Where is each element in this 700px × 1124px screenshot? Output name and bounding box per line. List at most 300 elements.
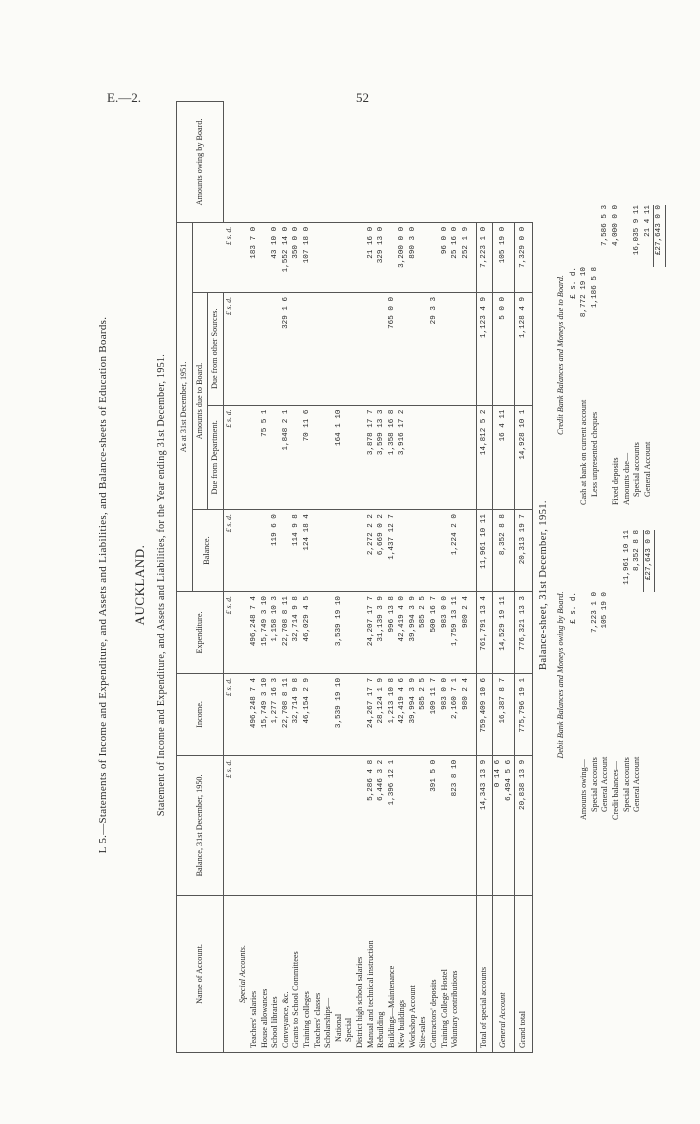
amount-cell: 983 0 0	[440, 592, 451, 674]
header-amounts-due: Amounts due to Board.	[192, 292, 208, 509]
header-balance-1950: Balance, 31st December, 1950.	[177, 755, 224, 895]
amount-cell	[397, 292, 408, 405]
credit-amount-total: 7,586 5 3	[601, 205, 610, 247]
amount-cell: 761,791 13 4	[477, 592, 493, 674]
amount-cell	[281, 510, 292, 592]
amount-cell	[344, 222, 355, 292]
amount-cell	[313, 510, 324, 592]
units-row	[223, 102, 234, 1053]
amount-cell: 765 0 0	[387, 292, 398, 405]
account-name: Manual and technical instruction	[366, 896, 377, 1053]
credit-amount	[632, 267, 643, 329]
amount-cell	[260, 510, 271, 592]
amount-cell	[418, 755, 429, 895]
amount-cell: 1,128 4 9	[515, 292, 533, 405]
amount-cell: 980 2 4	[461, 592, 472, 674]
credit-amount	[600, 267, 611, 329]
credit-amount	[643, 267, 654, 329]
debit-row	[600, 530, 611, 820]
account-name: Teachers' salaries	[249, 896, 260, 1053]
credit-label: Fixed deposits	[610, 457, 620, 505]
amount-cell	[418, 292, 429, 405]
amount-cell	[313, 292, 324, 405]
amount-cell	[366, 292, 377, 405]
credit-row	[590, 205, 601, 505]
amount-cell	[344, 755, 355, 895]
amount-cell	[302, 292, 313, 405]
account-name: Special	[344, 896, 355, 1053]
amount-cell	[418, 405, 429, 510]
debit-amount: 105 19 0	[601, 592, 610, 629]
amount-cell	[355, 592, 366, 674]
amount-cell: 3,200 0 0	[397, 222, 408, 292]
account-name: Total of special accounts	[477, 896, 493, 1053]
amount-cell: 3,539 19 10	[334, 673, 345, 755]
credit-total: £27,643 0 0	[653, 205, 666, 267]
rotated-page-content	[90, 95, 664, 1075]
amount-cell	[461, 292, 472, 405]
amount-cell: 46,154 2 9	[302, 673, 313, 755]
amount-cell	[450, 292, 461, 405]
debit-units: £ s. d.	[569, 592, 578, 624]
amount-cell: 14,529 19 11	[493, 592, 515, 674]
amount-cell: 496,248 7 4	[249, 592, 260, 674]
amount-cell	[270, 755, 281, 895]
amount-cell: 3,599 13 3	[376, 405, 387, 510]
amount-cell: 6,669 0 2	[376, 510, 387, 592]
debit-amount	[611, 592, 622, 654]
amount-cell: 32,714 9 8	[291, 673, 302, 755]
table-row	[429, 102, 440, 1053]
amount-cell: 1,848 2 1	[281, 405, 292, 510]
amount-cell: 15,749 3 10	[260, 673, 271, 755]
amount-cell	[344, 405, 355, 510]
credit-amount-total: 4,000 0 0	[611, 205, 620, 247]
account-name: New buildings	[397, 896, 408, 1053]
credit-amount-total: 16,035 9 11	[633, 205, 642, 256]
amount-cell: 20,313 19 7	[515, 510, 533, 592]
table-row-general	[493, 102, 515, 1053]
amount-cell: 1,552 14 0	[281, 222, 292, 292]
debit-row	[579, 530, 590, 820]
amount-cell	[323, 292, 334, 405]
table-row	[291, 102, 302, 1053]
table-row	[408, 102, 419, 1053]
amount-cell	[291, 755, 302, 895]
table-row	[249, 102, 260, 1053]
amount-cell	[461, 405, 472, 510]
amount-cell	[323, 222, 334, 292]
amount-cell: 1,213 10 8	[387, 673, 398, 755]
credit-row	[643, 205, 654, 505]
credit-row	[600, 205, 611, 505]
debit-heading: Debit Bank Balances and Moneys owing by Board.	[556, 591, 565, 759]
table-row	[334, 102, 345, 1053]
amount-cell	[323, 510, 334, 592]
amount-cell: 776,321 13 3	[515, 592, 533, 674]
amount-cell	[387, 222, 398, 292]
amount-cell	[355, 405, 366, 510]
unit-cell: £ s. d.	[223, 673, 234, 755]
table-row	[376, 102, 387, 1053]
amount-cell	[260, 755, 271, 895]
account-name	[461, 896, 472, 1053]
amount-cell	[355, 755, 366, 895]
table-row	[366, 102, 377, 1053]
amount-cell	[397, 755, 408, 895]
amount-cell	[429, 405, 440, 510]
amount-cell: 391 5 0	[429, 755, 440, 895]
table-row	[270, 102, 281, 1053]
amount-cell	[313, 673, 324, 755]
header-due-department: Due from Department.	[208, 405, 224, 510]
amount-cell	[461, 755, 472, 895]
amount-line: 0 14 6	[494, 759, 503, 788]
credit-row	[579, 205, 590, 505]
amount-cell	[440, 510, 451, 592]
document-reference: E.—2.	[107, 90, 141, 105]
header-as-at-date: As at 31st December, 1951.	[177, 222, 193, 591]
amount-cell: 39,994 3 9	[408, 592, 419, 674]
account-name: Scholarships—	[323, 896, 334, 1053]
amount-cell: 1,277 16 3	[270, 673, 281, 755]
amount-line: 6,494 5 6	[504, 759, 513, 801]
amount-cell: 14,812 5 2	[477, 405, 493, 510]
amount-cell: 2,160 7 1	[450, 673, 461, 755]
board-title: AUCKLAND.	[132, 544, 147, 626]
amount-cell: 585 2 5	[418, 592, 429, 674]
debit-label: Special accounts	[621, 757, 631, 812]
amount-cell	[355, 222, 366, 292]
credit-row	[622, 205, 633, 505]
debit-row	[622, 530, 633, 820]
amount-cell: 1,224 2 0	[450, 510, 461, 592]
series-title: L 5.—Statements of Income and Expenditure, and Assets and Liabilities, and Balance-sheets of Education Boards.	[97, 316, 109, 854]
credit-label: Cash at bank on current account	[579, 399, 589, 505]
amount-cell: 24,207 17 7	[366, 592, 377, 674]
amount-cell	[408, 292, 419, 405]
debit-label: Amounts owing—	[579, 759, 589, 820]
amount-cell: 42,419 4 6	[397, 673, 408, 755]
amount-cell: 3,878 17 7	[366, 405, 377, 510]
amount-cell: 1,358 16 8	[387, 405, 398, 510]
amount-cell	[281, 755, 292, 895]
amount-cell: 1,396 12 1	[387, 755, 398, 895]
table-row	[355, 102, 366, 1053]
table-row	[477, 102, 493, 1053]
account-name: Grants to School Committees	[291, 896, 302, 1053]
credit-amount	[611, 267, 622, 329]
amount-cell	[429, 222, 440, 292]
unit-cell: £ s. d.	[223, 592, 234, 674]
amount-cell: 329 1 6	[281, 292, 292, 405]
amount-cell: 46,029 4 5	[302, 592, 313, 674]
amount-cell	[344, 510, 355, 592]
balance-sheet-title: Balance-sheet, 31st December, 1951.	[538, 500, 549, 670]
amount-cell	[450, 405, 461, 510]
credit-label	[600, 329, 611, 505]
amount-cell	[313, 755, 324, 895]
unit-cell: £ s. d.	[223, 222, 234, 292]
amount-cell: 500 16 7	[429, 592, 440, 674]
debit-label: General Account	[600, 756, 610, 812]
table-row	[302, 102, 313, 1053]
amount-cell: 39,994 3 9	[408, 673, 419, 755]
amount-cell: 124 18 4	[302, 510, 313, 592]
amount-cell: 25 16 0	[450, 222, 461, 292]
table-row	[344, 102, 355, 1053]
amount-cell	[302, 755, 313, 895]
amount-cell	[344, 292, 355, 405]
debit-label: Special accounts	[589, 757, 599, 812]
amount-cell	[355, 673, 366, 755]
header-income: Income.	[177, 673, 224, 755]
amount-cell	[260, 222, 271, 292]
amount-cell: 823 8 10	[450, 755, 461, 895]
table-row	[387, 102, 398, 1053]
credit-amount: 1,186 5 8	[590, 267, 599, 309]
credit-amount-total	[622, 205, 633, 267]
debit-amount-total	[590, 530, 601, 592]
amount-cell	[344, 673, 355, 755]
amount-cell	[440, 755, 451, 895]
amount-cell: 1,759 13 11	[450, 592, 461, 674]
credit-amount-total	[590, 205, 601, 267]
debit-total: £27,643 0 0	[643, 530, 656, 592]
credit-amount-total: 21 4 11	[643, 205, 652, 237]
amount-cell: 16,387 8 7	[493, 673, 515, 755]
account-name: Rebuilding	[376, 896, 387, 1053]
amount-cell: 3,916 17 2	[397, 405, 408, 510]
amount-cell: 105 19 0	[493, 222, 515, 292]
amount-cell: 1,123 4 9	[477, 292, 493, 405]
credit-label: Less unpresented cheques	[589, 411, 599, 497]
amount-cell	[493, 755, 515, 895]
debit-amount-total: 11,961 10 11	[622, 530, 631, 585]
amount-cell: 14,343 13 9	[477, 755, 493, 895]
credit-heading: Credit Bank Balances and Moneys due to Board.	[556, 275, 565, 435]
credit-row	[611, 205, 622, 505]
income-expenditure-table	[176, 101, 533, 1053]
debit-row	[611, 530, 622, 820]
amount-cell	[323, 673, 334, 755]
amount-cell	[408, 405, 419, 510]
account-name: Teachers' classes	[313, 896, 324, 1053]
amount-cell	[270, 405, 281, 510]
amount-cell: 29 3 3	[429, 292, 440, 405]
section-label: Special Accounts.	[234, 896, 249, 1053]
amount-cell	[249, 755, 260, 895]
debit-row	[590, 530, 601, 820]
debit-label: Credit balances—	[610, 761, 620, 820]
credit-label: Amounts due—	[621, 452, 631, 505]
account-name: Conveyance, &c.	[281, 896, 292, 1053]
amount-cell	[440, 405, 451, 510]
amount-cell: 775,796 19 1	[515, 673, 533, 755]
amount-cell: 114 9 8	[291, 510, 302, 592]
page-number: 52	[356, 90, 369, 105]
statement-title: Statement of Income and Expenditure, and Assets and Liabilities, for the Year ending 31st December, 1951.	[156, 353, 167, 817]
unit-cell: £ s. d.	[223, 510, 234, 592]
account-name: Contractors' deposits	[429, 896, 440, 1053]
amount-cell: 996 13 8	[387, 592, 398, 674]
amount-cell: 350 0 0	[291, 222, 302, 292]
table-row	[440, 102, 451, 1053]
table-row	[515, 102, 533, 1053]
debit-amount	[632, 592, 643, 654]
amount-cell: 183 7 0	[249, 222, 260, 292]
amount-cell	[418, 222, 429, 292]
amount-cell: 75 5 1	[260, 405, 271, 510]
amount-cell: 70 11 6	[302, 405, 313, 510]
amount-cell: 164 1 10	[334, 405, 345, 510]
unit-cell: £ s. d.	[223, 755, 234, 895]
header-balance: Balance.	[192, 510, 223, 592]
account-name: Grand total	[515, 896, 533, 1053]
amount-cell	[313, 592, 324, 674]
debit-amount-total: 8,352 8 8	[633, 530, 642, 572]
amount-cell	[323, 405, 334, 510]
amount-cell	[249, 292, 260, 405]
amount-cell: 8,352 8 8	[493, 510, 515, 592]
amount-cell: 119 6 0	[270, 510, 281, 592]
account-name: National	[334, 896, 345, 1053]
amount-cell	[291, 405, 302, 510]
amount-cell	[440, 292, 451, 405]
amount-cell	[355, 510, 366, 592]
debit-amount-total	[579, 530, 590, 592]
amount-cell	[323, 755, 334, 895]
amount-cell: 3,539 19 10	[334, 592, 345, 674]
unit-cell: £ s. d.	[223, 405, 234, 510]
amount-cell: 20,838 13 9	[515, 755, 533, 895]
account-name: School libraries	[270, 896, 281, 1053]
amount-cell	[313, 222, 324, 292]
amount-cell: 890 3 0	[408, 222, 419, 292]
debit-column	[556, 530, 655, 820]
amount-cell: 7,329 0 0	[515, 222, 533, 292]
debit-amount-total	[611, 530, 622, 592]
amount-cell	[334, 510, 345, 592]
amount-cell: 22,708 8 11	[281, 592, 292, 674]
credit-amount-total	[579, 205, 590, 267]
amount-cell: 980 2 4	[461, 673, 472, 755]
amount-cell: 6,446 3 2	[376, 755, 387, 895]
amount-cell: 1,158 10 3	[270, 592, 281, 674]
account-name: General Account	[493, 896, 515, 1053]
amount-cell	[249, 405, 260, 510]
table-row	[260, 102, 271, 1053]
account-name: District high school salaries	[355, 896, 366, 1053]
account-name: Voluntary contributions	[450, 896, 461, 1053]
account-name: Training College Hostel	[440, 896, 451, 1053]
table-row	[313, 102, 324, 1053]
amount-cell: 42,419 4 0	[397, 592, 408, 674]
amount-cell	[418, 510, 429, 592]
amount-cell: 21 16 0	[366, 222, 377, 292]
amount-cell: 5 0 0	[493, 292, 515, 405]
amount-cell	[344, 592, 355, 674]
amount-cell	[397, 510, 408, 592]
amount-cell: 7,223 1 0	[477, 222, 493, 292]
amount-cell	[334, 292, 345, 405]
amount-cell	[313, 405, 324, 510]
amount-cell: 43 10 0	[270, 222, 281, 292]
debit-amount	[579, 592, 590, 654]
debit-label: General Account	[632, 756, 642, 812]
amount-cell	[291, 292, 302, 405]
amount-cell: 983 0 0	[440, 673, 451, 755]
amount-cell	[429, 510, 440, 592]
amount-cell	[270, 292, 281, 405]
account-name: House allowances	[260, 896, 271, 1053]
amount-cell	[461, 510, 472, 592]
amount-cell: 15,749 3 10	[260, 592, 271, 674]
header-name-of-account: Name of Account.	[177, 896, 224, 1053]
amount-cell: 16 4 11	[493, 405, 515, 510]
debit-amount: 7,223 1 0	[590, 592, 599, 634]
credit-amount	[622, 267, 633, 329]
amount-cell	[323, 592, 334, 674]
header-amounts-owing: Amounts owing by Board.	[177, 102, 224, 223]
amount-cell: 496,248 7 4	[249, 673, 260, 755]
amount-cell	[376, 292, 387, 405]
amount-cell	[334, 755, 345, 895]
account-name: Buildings—Maintenance	[387, 896, 398, 1053]
credit-total-row	[653, 205, 666, 505]
amount-cell	[249, 510, 260, 592]
amount-cell: 24,267 17 7	[366, 673, 377, 755]
credit-label: Special accounts	[632, 442, 642, 497]
amount-cell: 14,928 10 1	[515, 405, 533, 510]
credit-label: General Account	[642, 441, 652, 497]
amount-cell: 759,409 10 6	[477, 673, 493, 755]
table-row	[461, 102, 472, 1053]
credit-amount: 8,772 19 10	[580, 267, 589, 318]
debit-row	[632, 530, 643, 820]
table-row	[418, 102, 429, 1053]
amount-cell: 252 1 9	[461, 222, 472, 292]
account-name: Workshop Account	[408, 896, 419, 1053]
credit-units: £ s. d.	[569, 267, 578, 299]
amount-cell: 32,714 9 8	[291, 592, 302, 674]
amount-cell: 11,961 10 11	[477, 510, 493, 592]
amount-cell: 5,286 4 8	[366, 755, 377, 895]
amount-cell	[334, 222, 345, 292]
header-expenditure: Expenditure.	[177, 592, 224, 674]
unit-cell: £ s. d.	[223, 292, 234, 405]
credit-column	[556, 205, 666, 505]
header-due-other: Due from other Sources.	[208, 292, 224, 405]
amount-cell: 1,437 12 7	[387, 510, 398, 592]
table-row	[450, 102, 461, 1053]
amount-cell	[408, 510, 419, 592]
amount-cell: 585 2 5	[418, 673, 429, 755]
amount-cell: 22,708 8 11	[281, 673, 292, 755]
table-row	[281, 102, 292, 1053]
amount-cell	[260, 292, 271, 405]
debit-amount-total	[600, 530, 611, 592]
credit-row	[632, 205, 643, 505]
account-name: Training colleges	[302, 896, 313, 1053]
amount-cell: 96 0 0	[440, 222, 451, 292]
table-row	[397, 102, 408, 1053]
debit-total-row	[643, 530, 656, 820]
amount-cell: 28,124 1 9	[376, 673, 387, 755]
table-row	[323, 102, 334, 1053]
amount-cell: 109 11 7	[429, 673, 440, 755]
amount-cell	[408, 755, 419, 895]
